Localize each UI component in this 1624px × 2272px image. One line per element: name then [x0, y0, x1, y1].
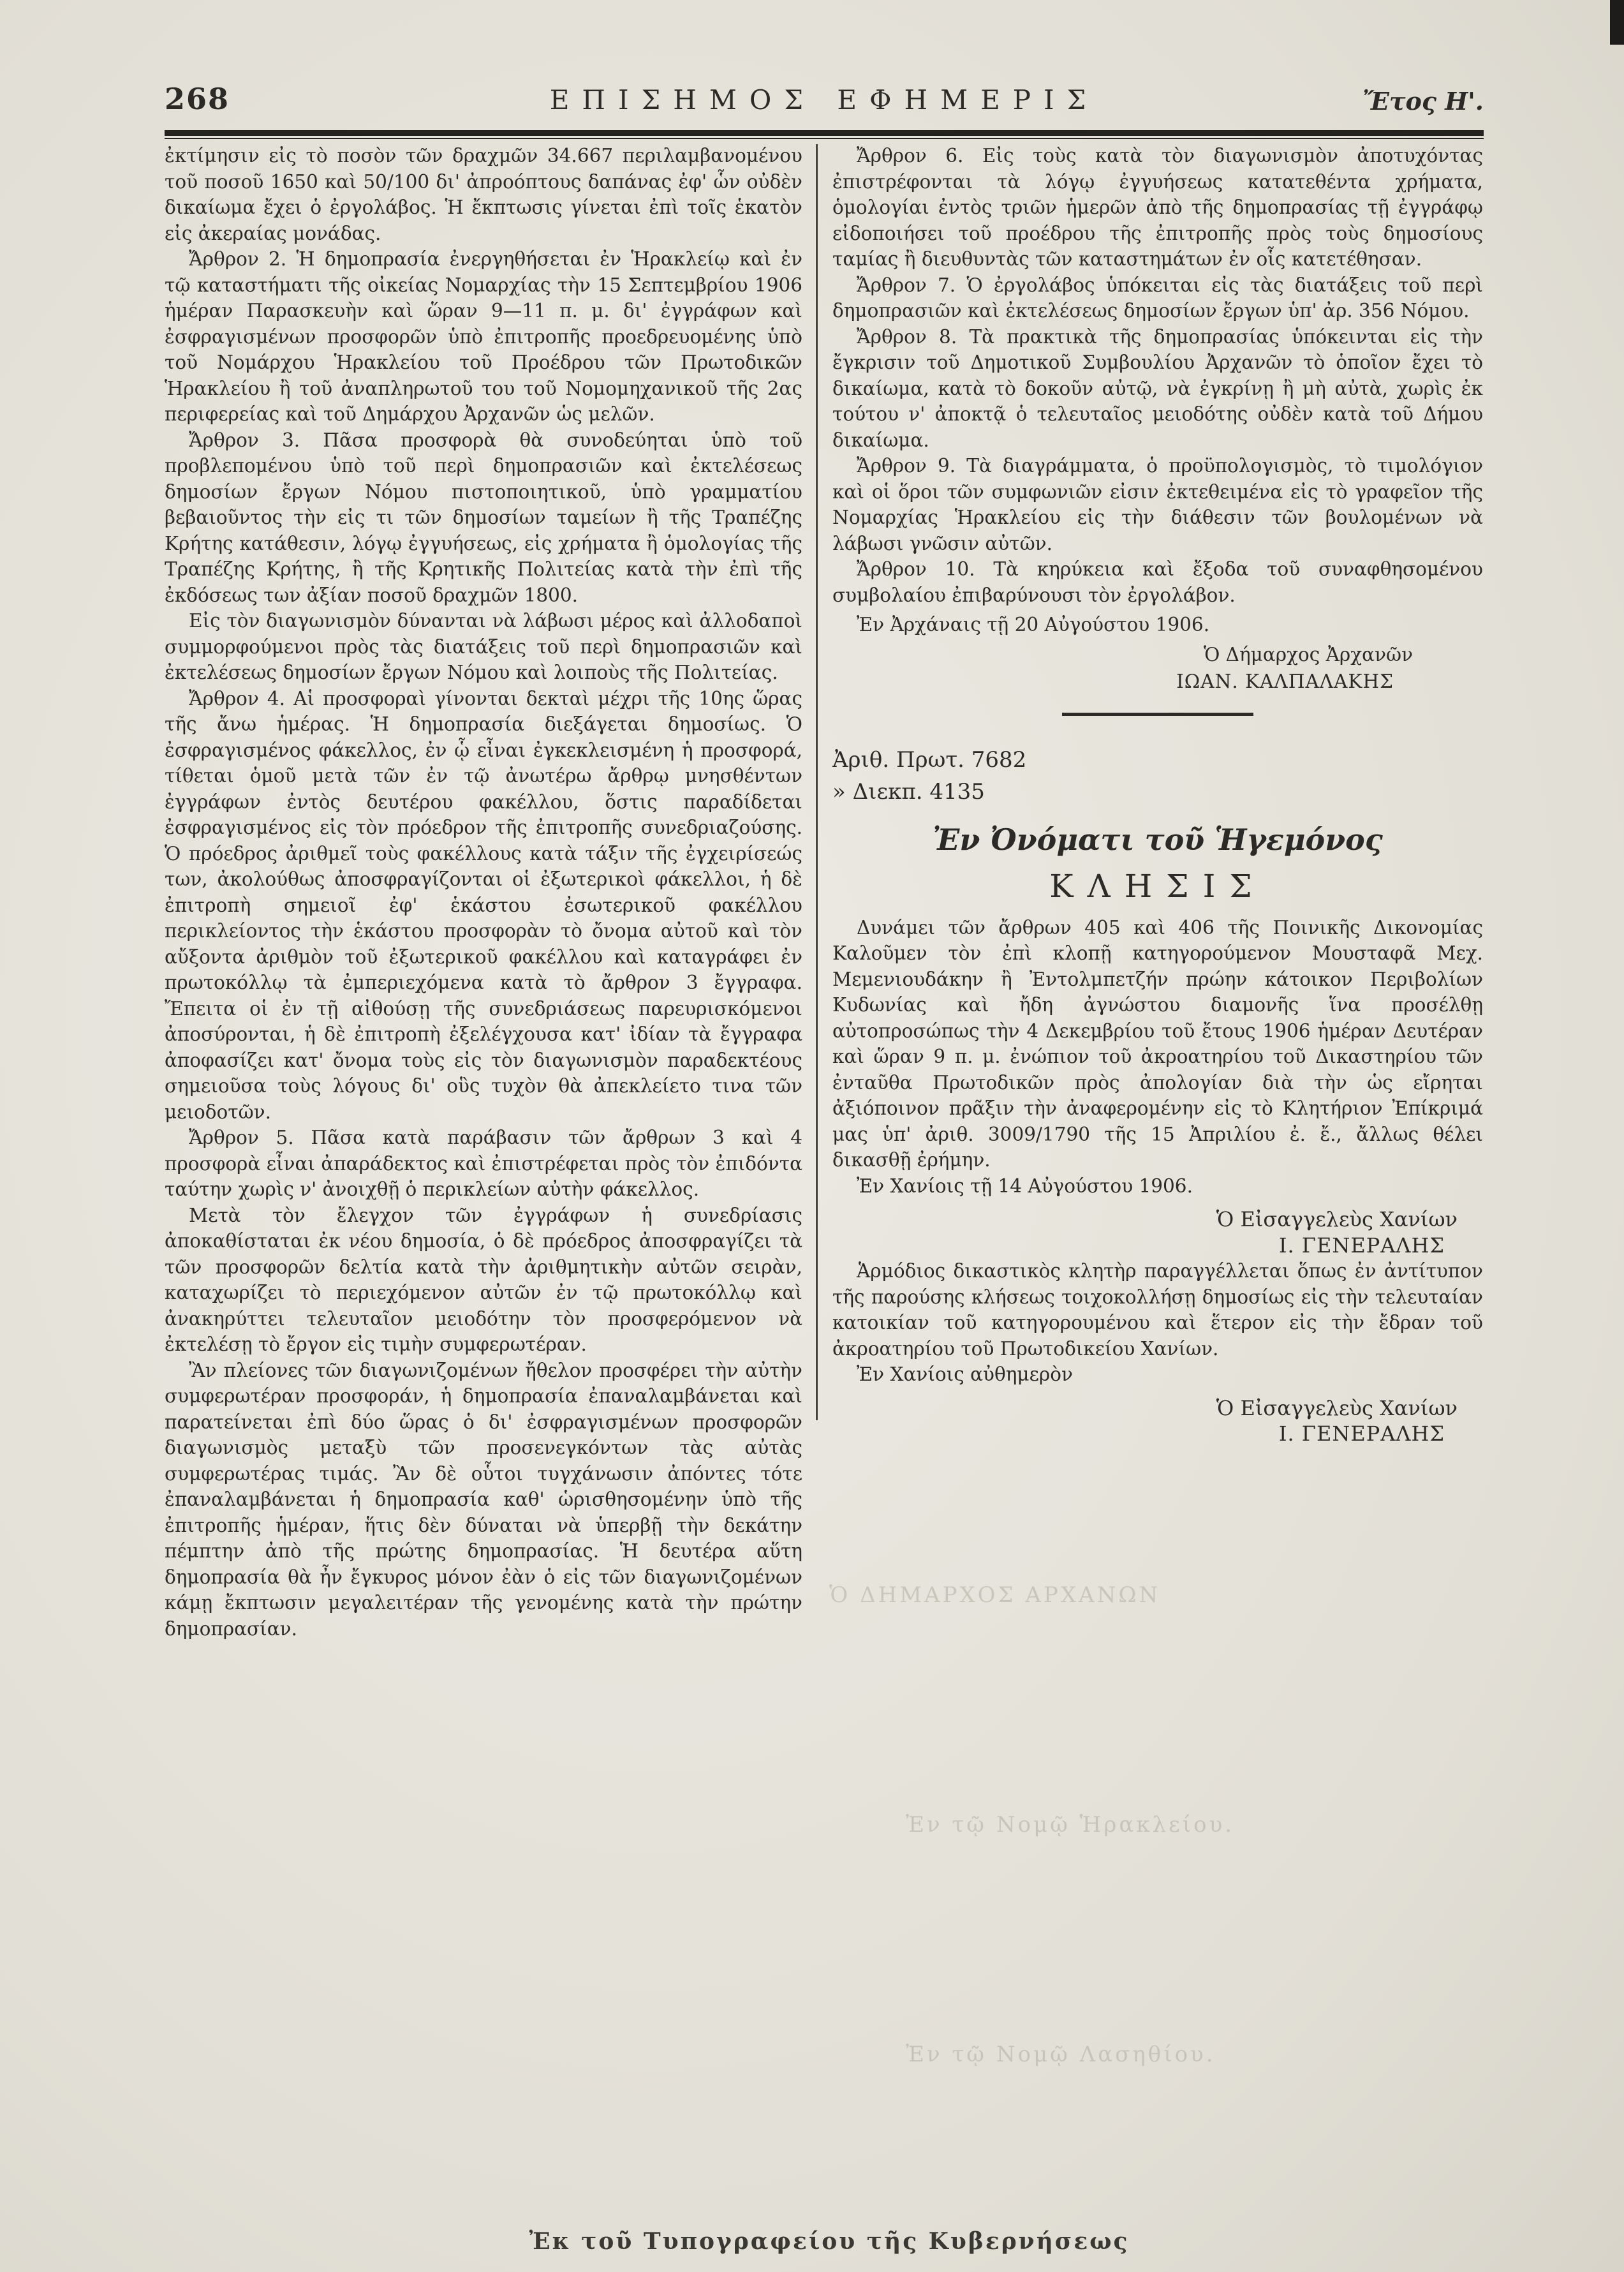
summons-heading: Ἐν Ὀνόματι τοῦ Ἡγεμόνος — [933, 822, 1383, 857]
date-line: Ἐν Ἀρχάναις τῇ 20 Αὐγούστου 1906. — [857, 614, 1210, 635]
section-separator — [1062, 713, 1253, 716]
year-label: Ἔτος Η'. — [1362, 87, 1484, 115]
bleed-through-text: Ἐν τῷ Νομῷ Λασηθίου. — [906, 2042, 1216, 2067]
summons-title: ΚΛΗΣΙΣ — [1049, 867, 1266, 905]
page-header — [165, 82, 1484, 126]
paragraph: Ἄρθρον 5. Πᾶσα κατὰ παράβασιν τῶν ἄρθρων 3 καὶ 4 προσφορὰ εἶναι ἀπαράδεκτος καὶ ἐπιστρέφεται πρὸς τὸν ἐπιδόντα ταύτην χωρὶς ν' ἀνοιχθῇ ὁ περικλείων αὐτὴν φάκελλος. — [165, 1127, 802, 1200]
paragraph: Ἄρθρον 7. Ὁ ἐργολάβος ὑπόκειται εἰς τὰς διατάξεις τοῦ περὶ δημοπρασιῶν καὶ ἐκτελέσεως δημοσίων ἔργων ὑπ' ἀρ. 356 Νόμου. — [832, 274, 1483, 322]
paragraph: Ἄρθρον 2. Ἡ δημοπρασία ἐνεργηθήσεται ἐν Ἡρακλείῳ καὶ ἐν τῷ καταστήματι τῆς οἰκείας Νομαρχίας τὴν 15 Σεπτεμβρίου 1906 ἡμέραν Παρασκευὴν καὶ ὥραν 9—11 π. μ. δι' ἐγγράφων καὶ ἐσφραγισμένων προσφορῶν ὑπὸ ἐπιτροπῆς προεδρευομένης ὑπὸ τοῦ Νομάρχου Ἡρακλείου τοῦ Προέδρου τῶν Πρωτοδικῶν Ἡρακλείου ἢ τοῦ ἀναπληρωτοῦ του τοῦ Νομομηχανικοῦ τῆς 2ας περιφερείας καὶ τοῦ Δημάρχου Ἀρχανῶν ὡς μελῶν. — [165, 248, 802, 425]
bleed-through-text: Ὁ ΔΗΜΑΡΧΟΣ ΑΡΧΑΝΩΝ — [829, 1582, 1161, 1608]
paragraph: Ἂν πλείονες τῶν διαγωνιζομένων ἤθελον προσφέρει τὴν αὐτὴν συμφερωτέραν προσφοράν, ἡ δημοπρασία ἐπαναλαμβάνεται καὶ παρατείνεται ἐπὶ δύο ὥρας ὁ δι' ἐσφραγισμένων προσφορῶν διαγωνισμὸς μεταξὺ τῶν προσενεγκόντων τὰς αὐτὰς συμφερωτέρας τιμάς. Ἂν δὲ οὗτοι τυγχάνωσιν ἀπόντες τότε ἐπαναλαμβάνεται ἡ δημοπρασία καθ' ὡρισθησομένην ὑπὸ τῆς ἐπιτροπῆς ἡμέραν, ἥτις δὲν δύναται νὰ ὑπερβῇ τὴν δεκάτην πέμπτην ἀπὸ τῆς πρώτης δημοπρασίας. Ἡ δευτέρα αὕτη δημοπρασία θὰ ἦν ἔγκυρος μόνον ἐὰν ὁ εἰς τῶν διαγωνιζομένων κάμῃ ἔκπτωσιν μεγαλειτέραν τῆς γενομένης κατὰ τὴν πρώτην δημοπρασίαν. — [165, 1359, 802, 1640]
signatory-role: Ὁ Εἰσαγγελεὺς Χανίων — [1216, 1395, 1458, 1420]
date-line: Ἐν Χανίοις τῇ 14 Αὐγούστου 1906. — [857, 1175, 1193, 1197]
paragraph: Μετὰ τὸν ἔλεγχον τῶν ἐγγράφων ἡ συνεδρίασις ἀποκαθίσταται ἐκ νέου δημοσία, ὁ δὲ πρόεδρος ἀποσφραγίζει τὰ τῶν προσφορῶν δελτία κατὰ τὴν ἀριθμητικὴν αὐτῶν σειρὰν, καταχωρίζει τὸ περιεχόμενον αὐτῶν ἐν τῷ πρωτοκόλλῳ καὶ ἀνακηρύττει τελευταῖον μειοδότην τὸν προσφερόμενον νὰ ἐκτελέσῃ τὸ ἔργον εἰς τιμὴν συμφερωτέραν. — [165, 1204, 802, 1355]
page-number: 268 — [165, 82, 230, 116]
signatory-name: Ι. ΓΕΝΕΡΑΛΗΣ — [1278, 1422, 1445, 1446]
header-rule-thin — [165, 138, 1484, 139]
newspaper-title: ΕΠΙΣΗΜΟΣ ΕΦΗΜΕΡΙΣ — [549, 84, 1099, 115]
printer-footer: Ἐκ τοῦ Τυπογραφείου τῆς Κυβερνήσεως — [529, 2228, 1130, 2255]
paragraph: Ἄρθρον 6. Εἰς τοὺς κατὰ τὸν διαγωνισμὸν ἀποτυχόντας ἐπιστρέφονται τὰ λόγῳ ἐγγυήσεως κατατεθέντα χρήματα, ὁμολογίαι ἐντὸς τριῶν ἡμερῶν ἀπὸ τῆς δημοπρασίας τῇ ἐγγράφῳ εἰδοποιήσει τοῦ προέδρου τῆς ἐπιτροπῆς πρὸς τοὺς δημοσίους ταμίας ἢ διευθυντὰς τῶν καταστημάτων ἐν οἷς κατετέθησαν. — [832, 145, 1483, 270]
paragraph: ἐκτίμησιν εἰς τὸ ποσὸν τῶν δραχμῶν 34.667 περιλαμβανομένου τοῦ ποσοῦ 1650 καὶ 50/100 δι' ἀπροόπτους δαπάνας ἐφ' ὧν οὐδὲν δικαίωμα ἔχει ὁ ἐργολάβος. Ἡ ἔκπτωσις γίνεται ἐπὶ τοῖς ἑκατὸν εἰς ἀκεραίας μονάδας. — [165, 145, 802, 244]
paragraph: Ἄρθρον 8. Τὰ πρακτικὰ τῆς δημοπρασίας ὑπόκεινται εἰς τὴν ἔγκρισιν τοῦ Δημοτικοῦ Συμβουλίου Ἀρχανῶν τὸ ὁποῖον ἔχει τὸ δικαίωμα, κατὰ τὸ δοκοῦν αὐτῷ, νὰ ἐγκρίνῃ ἢ μὴ αὐτὰ, χωρὶς ἐκ τούτου ν' ἀποκτᾷ ὁ τελευταῖος μειοδότης οὐδὲν κατὰ τοῦ Δήμου δικαίωμα. — [832, 325, 1483, 451]
paragraph: Δυνάμει τῶν ἄρθρων 405 καὶ 406 τῆς Ποινικῆς Δικονομίας Καλοῦμεν τὸν ἐπὶ κλοπῇ κατηγορούμενον Μουσταφᾶ Μεχ. Μεμενιουδάκην ἢ Ἐντολμπετζήν πρώην κάτοικον Περιβολίων Κυδωνίας καὶ ἤδη ἀγνώστου διαμονῆς ἵνα προσέλθῃ αὐτοπροσώπως τὴν 4 Δεκεμβρίου τοῦ ἔτους 1906 ἡμέραν Δευτέραν καὶ ὥραν 9 π. μ. ἐνώπιον τοῦ ἀκροατηρίου τοῦ Δικαστηρίου τῶν ἐνταῦθα Πρωτοδικῶν πρὸς ἀπολογίαν διὰ τὴν ὡς εἴρηται ἀξιόποινον πρᾶξιν τὴν ἀναφερομένην εἰς τὸ Κλητήριον Ἐπίκριμά μας ὑπ' ἀριθ. 3009/1790 τῆς 15 Ἀπριλίου ἐ. ἔ., ἄλλως θέλει δικασθῇ ἐρήμην. — [832, 916, 1483, 1171]
column-divider — [816, 144, 818, 1420]
paragraph: Εἰς τὸν διαγωνισμὸν δύνανται νὰ λάβωσι μέρος καὶ ἀλλοδαποὶ συμμορφούμενοι πρὸς τὰς διατάξεις τοῦ περὶ δημοπρασιῶν καὶ ἐκτελέσεως δημοσίων ἔργων Νόμου καὶ λοιποὺς τῆς Πολιτείας. — [165, 610, 802, 683]
paragraph: Ἄρθρον 9. Τὰ διαγράμματα, ὁ προϋπολογισμὸς, τὸ τιμολόγιον καὶ οἱ ὅροι τῶν συμφωνιῶν εἰσιν ἐκτεθειμένα εἰς τὸ γραφεῖον τῆς Νομαρχίας Ἡρακλείου εἰς τὴν διάθεσιν τῶν βουλομένων νὰ λάβωσι γνῶσιν αὐτῶν. — [832, 455, 1483, 554]
bleed-through-text: Ἐν τῷ Νομῷ Ἡρακλείου. — [906, 1812, 1235, 1838]
date-line: Ἐν Χανίοις αὐθημερὸν — [857, 1363, 1073, 1385]
signatory-name: ΙΩΑΝ. ΚΑΛΠΑΛΑΚΗΣ — [1176, 671, 1394, 692]
scan-edge — [1610, 0, 1624, 45]
signatory-name: Ι. ΓΕΝΕΡΑΛΗΣ — [1278, 1233, 1445, 1258]
paragraph: Ἄρθρον 4. Αἱ προσφοραὶ γίνονται δεκταὶ μέχρι τῆς 10ης ὥρας τῆς ἄνω ἡμέρας. Ἡ δημοπρασία διεξάγεται δημοσίως. Ὁ ἐσφραγισμένος φάκελλος, ἐν ᾧ εἶναι ἐγκεκλεισμένη ἡ προσφορά, τίθεται ὁμοῦ μετὰ τῶν ἐν τῷ ἀνωτέρω ἄρθρῳ μνησθέντων ἐγγράφων ἐντὸς δευτέρου φακέλλου, ὅστις παραδίδεται ἐσφραγισμένος εἰς τὸν πρόεδρον τῆς ἐπιτροπῆς συνεδριαζούσης. Ὁ πρόεδρος ἀριθμεῖ τοὺς φακέλλους κατὰ τάξιν τῆς ἐγχειρίσεώς των, ἀκολούθως ἀποσφραγίζονται οἱ ἐξωτερικοὶ φάκελλοι, ἡ δὲ ἐπιτροπὴ σημειοῖ ἐφ' ἑκάστου ἐσωτερικοῦ φακέλλου περικλείοντος τὴν ἑκάστου προσφορὰν τὸ ὄνομα αὐτοῦ καὶ τὸν αὔξοντα ἀριθμὸν τοῦ ἐξωτερικοῦ φακέλλου καὶ καταγράφει ἐν πρωτοκόλλῳ τὰ ἐμπεριεχόμενα κατὰ τὸ ἄρθρον 3 ἔγγραφα. Ἔπειτα οἱ ἐν τῇ αἰθούσῃ τῆς συνεδριάσεως παρευρισκόμενοι ἀποσύρονται, ἡ δὲ ἐπιτροπὴ ἐξελέγχουσα κατ' ἰδίαν τὰ ἔγγραφα ἀποφασίζει κατ' ὄνομα τοὺς εἰς τὸν διαγωνισμὸν παραδεκτέους σημειοῦσα τοὺς λόγους δι' οὓς τυχὸν θὰ ἀπεκλείετο τινα τῶν μειοδοτῶν. — [165, 687, 802, 1123]
paragraph: Ἄρθρον 3. Πᾶσα προσφορὰ θὰ συνοδεύηται ὑπὸ τοῦ προβλεπομένου ὑπὸ τοῦ περὶ δημοπρασιῶν καὶ ἐκτελέσεως δημοσίων ἔργων Νόμου πιστοποιητικοῦ, ὑπὸ γραμματίου βεβαιοῦντος τὴν εἰς τι τῶν δημοσίων ταμείων ἢ τῆς Τραπέζης Κρήτης κατάθεσιν, λόγῳ ἐγγυήσεως, εἰς χρήματα ἢ ὁμολογίας τῆς Τραπέζης Κρήτης, ἢ τῆς Κρητικῆς Πολιτείας κατὰ τὴν ἐπὶ τῆς ἐκδόσεως των ἀξίαν ποσοῦ δραχμῶν 1800. — [165, 429, 802, 606]
signatory-role: Ὁ Εἰσαγγελεὺς Χανίων — [1216, 1207, 1458, 1231]
paragraph: Ἁρμόδιος δικαστικὸς κλητὴρ παραγγέλλεται ὅπως ἐν ἀντίτυπον τῆς παρούσης κλήσεως τοιχοκολλήσῃ δημοσίως εἰς τὴν τελευταίαν κατοικίαν τοῦ κατηγορουμένου καὶ ἕτερον εἰς τὴν ἔδραν τοῦ ἀκροατηρίου τοῦ Πρωτοδικείου Χανίων. — [832, 1260, 1483, 1360]
signatory-role: Ὁ Δήμαρχος Ἀρχανῶν — [1203, 643, 1413, 665]
protocol-number: Ἀριθ. Πρωτ. 7682 — [832, 746, 1027, 773]
paragraph: Ἄρθρον 10. Τὰ κηρύκεια καὶ ἔξοδα τοῦ συναφθησομένου συμβολαίου ἐπιβαρύνουσι τὸν ἐργολάβον. — [832, 558, 1483, 606]
left-column — [165, 143, 802, 1642]
dispatch-number: » Διεκπ. 4135 — [832, 778, 985, 805]
right-column — [832, 143, 1483, 1447]
header-rule — [165, 130, 1484, 136]
